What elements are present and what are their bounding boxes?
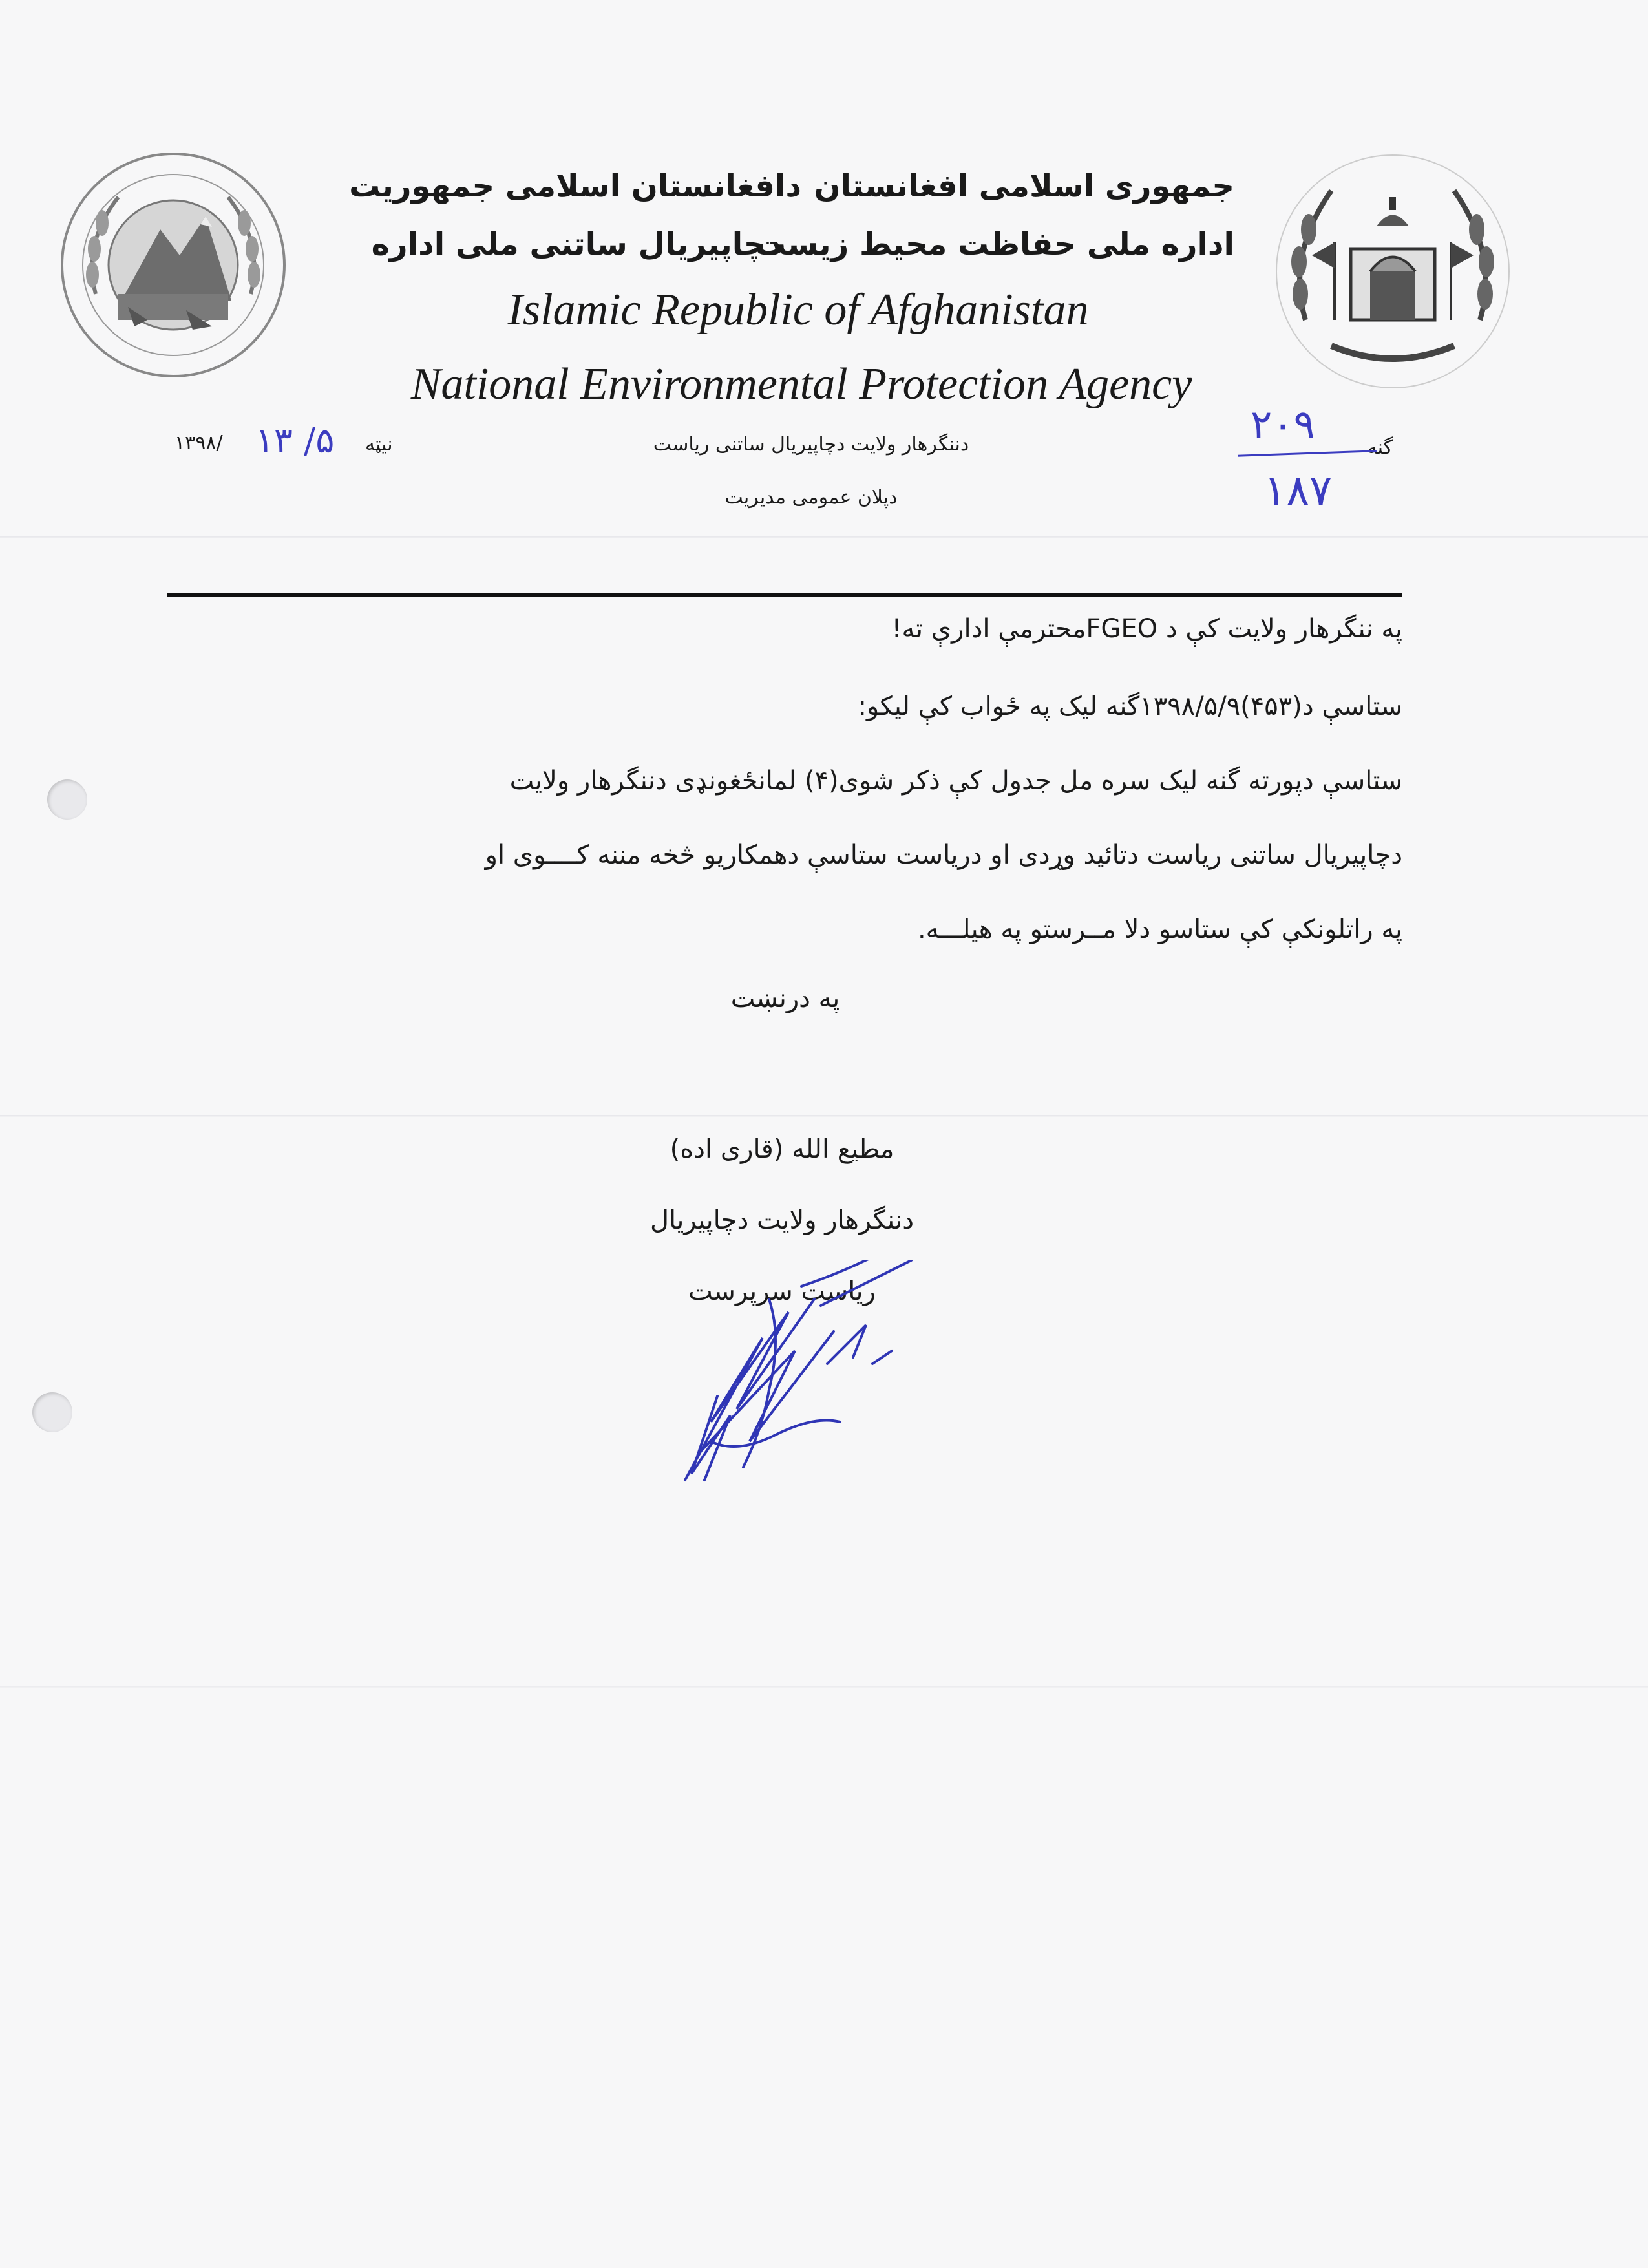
handwritten-underline: [1238, 450, 1377, 457]
header-english-republic: Islamic Republic of Afghanistan: [507, 285, 1089, 335]
signatory-title-line-2: ریاست سرپرست: [688, 1277, 876, 1306]
header-pashto-republic: دافغانستان اسلامی جمهوریت: [349, 168, 801, 204]
signatory-title-line-1: دننگرهار ولایت دچاپیریال: [650, 1205, 914, 1235]
signatory-name: مطیع الله (قاری اده): [670, 1134, 894, 1164]
number-label: گنه: [1367, 436, 1393, 459]
date-year: ۱۳۹۸/: [174, 432, 223, 454]
letter-closing: په درنښت: [730, 984, 840, 1013]
header-dari-republic: جمهوری اسلامی افغانستان: [814, 168, 1234, 204]
letter-body-line-2: ستاسې دپورته گنه لیک سره مل جدول کې ذکر شوی(۴) لمانځغونډی دننگرهار ولایت: [509, 766, 1402, 796]
punch-hole: [47, 779, 87, 820]
header-divider: [167, 593, 1402, 597]
header-pashto-agency: دچاپیریال ساتنی ملی اداره: [371, 226, 782, 262]
punch-hole: [32, 1392, 72, 1432]
header-english-agency: National Environmental Protection Agency: [410, 359, 1192, 409]
paper-fold: [0, 536, 1648, 538]
handwritten-number-top: ۲۰۹: [1251, 401, 1315, 448]
handwritten-number-bottom: ۱۸۷: [1263, 465, 1333, 515]
department-line-1: دننگرهار ولایت دچاپیریال ساتنی ریاست: [653, 433, 969, 456]
letter-addressee: په ننگرهار ولایت کې د FGEOمحترمې ادارې ته!: [891, 614, 1402, 644]
handwritten-signature: [672, 1260, 944, 1493]
date-label: نیټه: [365, 433, 393, 456]
afghanistan-coat-of-arms: [1273, 152, 1512, 391]
letter-body-line-4: په راتلونکې کې ستاسو دلا مــرستو په هیلـــه.: [917, 915, 1402, 944]
header-dari-agency: اداره ملی حفاظت محیط زیست: [754, 226, 1234, 262]
paper-fold: [0, 1686, 1648, 1688]
handwritten-date: ۱۳ /۵: [255, 420, 335, 461]
letter-body-line-1: ستاسې د(۴۵۳)۱۳۹۸/۵/۹گنه لیک په ځواب کې لیکو:: [858, 692, 1402, 721]
department-line-2: دپلان عمومی مدیریت: [724, 486, 898, 509]
nepa-emblem-seal: [57, 145, 290, 385]
paper-fold: [0, 1115, 1648, 1117]
letter-body-line-3: دچاپیریال ساتنی ریاست دتائید وړدی او دریاست ستاسې دهمکاریو څخه مننه کــــوی او: [485, 840, 1402, 870]
